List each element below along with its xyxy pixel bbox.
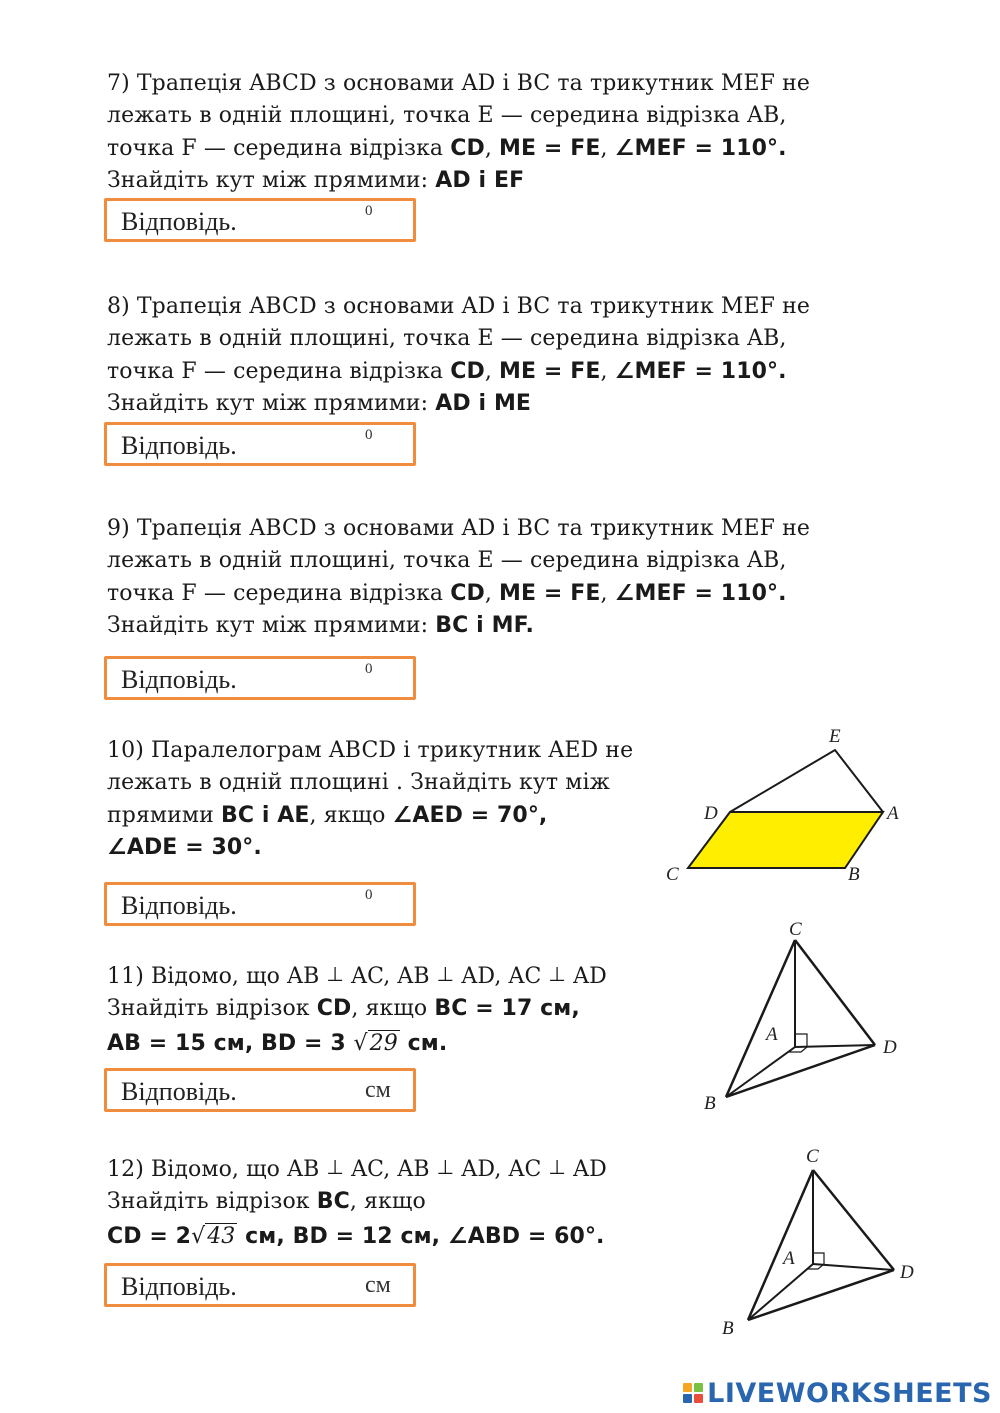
perpendicular-icon: ⊥ bbox=[548, 962, 567, 986]
answer-label: Відповідь. bbox=[121, 665, 237, 694]
vertex-a: A bbox=[783, 1248, 795, 1269]
answer-box-9[interactable] bbox=[104, 656, 416, 700]
answer-label: Відповідь. bbox=[121, 1272, 237, 1301]
parallelogram-figure bbox=[655, 720, 915, 890]
brand-name[interactable]: LIVEWORKSHEETS bbox=[707, 1377, 992, 1409]
answer-unit-cm: см bbox=[365, 1077, 391, 1103]
vertex-d: D bbox=[704, 803, 718, 824]
vertex-c: C bbox=[789, 919, 802, 940]
answer-unit-degree: 0 bbox=[365, 887, 373, 903]
vertex-d: D bbox=[883, 1037, 897, 1058]
triangle-aed bbox=[730, 750, 883, 812]
answer-unit-degree: 0 bbox=[365, 661, 373, 677]
vertex-e: E bbox=[829, 726, 841, 747]
vertex-b: B bbox=[848, 864, 860, 885]
vertex-a: A bbox=[887, 803, 899, 824]
tetrahedron-figure-1 bbox=[690, 915, 920, 1120]
answer-unit-degree: 0 bbox=[365, 203, 373, 219]
task-11-text: 11) Відомо, що AB ⊥ AC, AB ⊥ AD, AC ⊥ AD Знайдіть відрізок CD, якщо BC = 17 см, AB = 15 см, BD = 3 √29 см. bbox=[107, 962, 607, 1056]
sqrt-icon: √ bbox=[191, 1223, 206, 1249]
vertex-c: C bbox=[666, 864, 679, 885]
perpendicular-icon: ⊥ bbox=[326, 962, 344, 986]
vertex-b: B bbox=[704, 1093, 716, 1114]
liveworksheets-footer bbox=[683, 1376, 992, 1410]
task-10-text: 10) Паралелограм ABCD і трикутник AED не лежать в одній площині . Знайдіть кут між прямими BC і AE, якщо ∠AED = 70°, ∠ADE = 30°. bbox=[107, 738, 634, 861]
perpendicular-icon: ⊥ bbox=[436, 962, 455, 986]
task-12-text: 12) Відомо, що AB ⊥ AC, AB ⊥ AD, AC ⊥ AD Знайдіть відрізок BC, якщо CD = 2√43 см, BD = 12 см, ∠ABD = 60°. bbox=[107, 1155, 607, 1249]
vertex-c: C bbox=[806, 1146, 819, 1167]
task-7-text: 7) Трапеція ABCD з основами AD і BC та трикутник MEF не лежать в одній площині, точка E — середина відрізка AB, точка F — середина відрізка CD, ME = FE, ∠MEF = 110°. Знайдіть кут між прямими: AD і EF bbox=[107, 71, 810, 194]
perpendicular-icon: ⊥ bbox=[548, 1155, 567, 1179]
answer-box-8[interactable] bbox=[104, 422, 416, 466]
answer-label: Відповідь. bbox=[121, 891, 237, 920]
tetrahedron-figure-2 bbox=[710, 1140, 930, 1345]
answer-box-7[interactable] bbox=[104, 198, 416, 242]
answer-box-10[interactable] bbox=[104, 882, 416, 926]
answer-box-11[interactable] bbox=[104, 1068, 416, 1112]
vertex-a: A bbox=[766, 1024, 778, 1045]
sqrt-icon: √ bbox=[353, 1030, 368, 1056]
perpendicular-icon: ⊥ bbox=[436, 1155, 455, 1179]
liveworksheets-logo-icon bbox=[683, 1383, 703, 1403]
task-9-text: 9) Трапеція ABCD з основами AD і BC та трикутник MEF не лежать в одній площині, точка E — середина відрізка AB, точка F — середина відрізка CD, ME = FE, ∠MEF = 110°. Знайдіть кут між прямими: BC і MF. bbox=[107, 516, 810, 639]
answer-box-12[interactable] bbox=[104, 1263, 416, 1307]
answer-label: Відповідь. bbox=[121, 207, 237, 236]
task-8-text: 8) Трапеція ABCD з основами AD і BC та трикутник MEF не лежать в одній площині, точка E — середина відрізка AB, точка F — середина відрізка CD, ME = FE, ∠MEF = 110°. Знайдіть кут між прямими: AD і ME bbox=[107, 294, 810, 417]
vertex-d: D bbox=[900, 1262, 914, 1283]
answer-unit-degree: 0 bbox=[365, 427, 373, 443]
vertex-b: B bbox=[722, 1318, 734, 1339]
answer-unit-cm: см bbox=[365, 1272, 391, 1298]
perpendicular-icon: ⊥ bbox=[326, 1155, 344, 1179]
answer-label: Відповідь. bbox=[121, 1077, 237, 1106]
answer-label: Відповідь. bbox=[121, 431, 237, 460]
